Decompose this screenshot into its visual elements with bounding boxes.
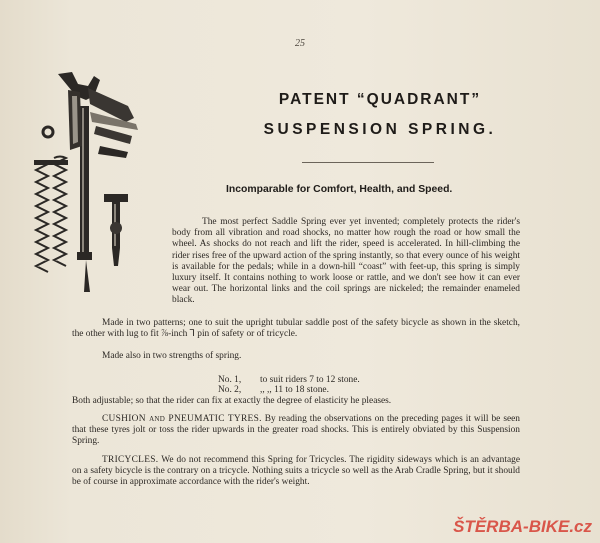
tagline: Incomparable for Comfort, Health, and Speed. bbox=[226, 184, 453, 195]
title-divider bbox=[302, 162, 434, 163]
intro-paragraph: The most perfect Saddle Spring ever yet invented; completely protects the rider's body from all vibration and road shocks, no matter how rough the road or how small the wheel. As shocks do not reach and lift the rider, speed is accelerated. In hill-climbing the rider rises free of the upward action of the spring instantly, so that every ounce of his weight is available for the pedals; while in a down-hill “coast” with feet-up, this spring is simply luxury itself. It contains nothing to work loose or rattle, and we don't see how it can ever wear out. The horizontal links and the coil springs are nickeled; the remainder enameled black. bbox=[172, 217, 520, 306]
stone-row-number: No. 1, bbox=[218, 375, 242, 385]
stone-row bbox=[218, 375, 418, 385]
strengths-paragraph: Made also in two strengths of spring. bbox=[102, 351, 242, 361]
tricycles-lead: TRICYCLES. bbox=[102, 455, 159, 465]
stone-row-text: to suit riders 7 to 12 stone. bbox=[260, 375, 360, 385]
page-number: 25 bbox=[295, 38, 305, 49]
sterba-bike-watermark bbox=[453, 517, 592, 537]
stone-table bbox=[218, 375, 418, 396]
title-patent-quadrant: PATENT “QUADRANT” bbox=[278, 91, 482, 108]
cushion-text: By reading the observations on the preceding pages it will be seen that these tyres jolt or toss the rider upwards in the greater road shocks. This is entirely obviated by this Suspension Spring. bbox=[72, 414, 520, 447]
watermark-main: ŠTĚRBA bbox=[453, 517, 524, 536]
patterns-paragraph: Made in two patterns; one to suit the upright tubular saddle post of the safety bicycle as shown in the sketch, the other with lug to fit ⅞-inch ⅂ pin of safety or of tricycle. bbox=[72, 318, 520, 340]
stone-row-text: ,, ,, 11 to 18 stone. bbox=[260, 385, 329, 396]
tricycles-paragraph bbox=[72, 455, 520, 489]
adjustable-paragraph: Both adjustable; so that the rider can fix at exactly the degree of elasticity he pleases. bbox=[72, 396, 392, 406]
watermark-dash: - bbox=[523, 517, 529, 536]
cushion-paragraph bbox=[72, 414, 520, 448]
stone-row-number: No. 2, bbox=[218, 385, 242, 396]
cushion-lead: CUSHION and PNEUMATIC TYRES. bbox=[102, 414, 262, 424]
saddle-spring-engraving-icon bbox=[28, 66, 158, 296]
title-suspension-spring: SUSPENSION SPRING. bbox=[263, 121, 497, 138]
stone-row bbox=[218, 385, 418, 395]
watermark-sub: BIKE.cz bbox=[528, 517, 592, 536]
tricycles-text: We do not recommend this Spring for Tricycles. The rigidity sideways which is an advantage on a safety bicycle is the contrary on a tricycle. Nothing suits a tricycle so well as the Arab Cradle Spring, but it should be of course in approximate accordance with the rider's weight. bbox=[72, 455, 520, 488]
